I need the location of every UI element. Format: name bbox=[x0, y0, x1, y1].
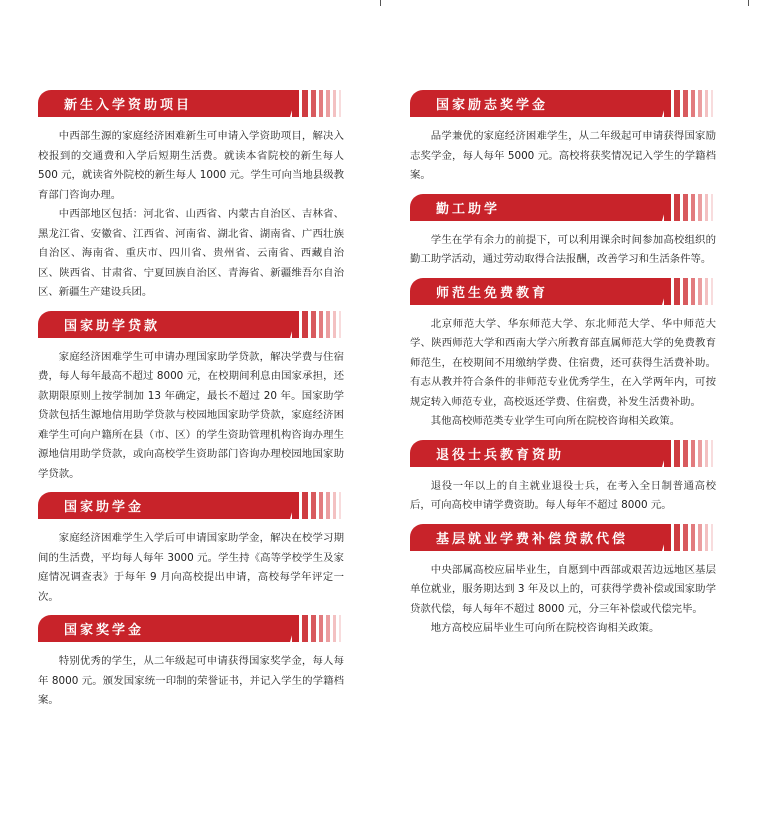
section-title: 国家助学金 bbox=[64, 500, 145, 515]
trim-mark-right bbox=[748, 0, 749, 6]
left-column bbox=[38, 90, 344, 711]
section-national-grant bbox=[38, 492, 344, 607]
header-band bbox=[410, 440, 662, 467]
section-header bbox=[410, 278, 716, 305]
section-header bbox=[38, 90, 344, 117]
section-header bbox=[410, 524, 716, 551]
header-band bbox=[38, 492, 290, 519]
section-title: 新生入学资助项目 bbox=[64, 98, 193, 113]
section-free-teacher-education bbox=[410, 278, 716, 432]
paragraph: 中央部属高校应届毕业生，自愿到中西部或艰苦边远地区基层单位就业，服务期达到 3 年及以上的，可获得学费补偿或国家助学贷款代偿，每人每年不超过 8000 元，分三年补偿或代偿完毕。 bbox=[410, 563, 716, 615]
paragraph: 特别优秀的学生，从二年级起可申请获得国家奖学金，每人每年 8000 元。颁发国家统一印制的荣誉证书，并记入学生的学籍档案。 bbox=[38, 655, 344, 706]
section-title: 国家助学贷款 bbox=[64, 318, 161, 334]
header-band bbox=[38, 311, 290, 338]
section-title: 基层就业学费补偿贷款代偿 bbox=[436, 531, 629, 547]
section-work-study bbox=[410, 194, 716, 270]
section-header bbox=[410, 194, 716, 221]
section-grassroots-compensation bbox=[410, 524, 716, 639]
section-title: 师范生免费教育 bbox=[436, 285, 549, 301]
header-band bbox=[410, 278, 662, 305]
section-title: 退役士兵教育资助 bbox=[436, 447, 565, 463]
paragraph: 中西部生源的家庭经济困难新生可申请入学资助项目，解决入校报到的交通费和入学后短期生活费。就读本省院校的新生每人 500 元，就读省外院校的新生每人 1000 元。学生可向当地县级教育部门咨询办理。 bbox=[38, 130, 344, 201]
section-header bbox=[410, 440, 716, 467]
section-freshman-aid bbox=[38, 90, 344, 303]
section-title: 国家奖学金 bbox=[64, 623, 145, 638]
paragraph: 地方高校应届毕业生可向所在院校咨询相关政策。 bbox=[430, 622, 660, 634]
paragraph: 学生在学有余力的前提下，可以利用课余时间参加高校组织的勤工助学活动，通过劳动取得合法报酬，改善学习和生活条件等。 bbox=[410, 233, 716, 265]
section-header bbox=[38, 492, 344, 519]
header-band bbox=[410, 90, 662, 117]
section-student-loan bbox=[38, 311, 344, 485]
section-header bbox=[410, 90, 716, 117]
paragraph: 家庭经济困难学生可申请办理国家助学贷款，解决学费与住宿费，每人每年最高不超过 8000 元，在校期间利息由国家承担，还款期限原则上按学制加 13 年确定，最长不超过 20 年。国家助学贷款包括生源地信用助学贷款与校园地国家助学贷款，家庭经济困难学生可向户籍所在县（市、区）的学生资助管理机构咨询办理生源地信用助学贷款，或向高校学生资助部门咨询办理校园地国家助学贷款。 bbox=[38, 350, 344, 480]
section-national-scholarship bbox=[38, 615, 344, 711]
paragraph: 家庭经济困难学生入学后可申请国家助学金，解决在校学习期间的生活费，平均每人每年 3000 元。学生持《高等学校学生及家庭情况调查表》于每年 9 月向高校提出申请，高校每学年评定一次。 bbox=[38, 532, 344, 603]
header-band bbox=[38, 615, 290, 642]
section-encouragement-scholarship bbox=[410, 90, 716, 186]
paragraph: 退役一年以上的自主就业退役士兵，在考入全日制普通高校后，可向高校申请学费资助。每人每年不超过 8000 元。 bbox=[410, 479, 716, 511]
section-header bbox=[38, 615, 344, 642]
paragraph: 其他高校师范类专业学生可向所在院校咨询相关政策。 bbox=[430, 415, 681, 427]
header-band bbox=[38, 90, 290, 117]
header-band bbox=[410, 524, 662, 551]
paragraph: 北京师范大学、华东师范大学、东北师范大学、华中师范大学、陕西师范大学和西南大学六所教育部直属师范大学的免费教育师范生，在校期间不用缴纳学费、住宿费，还可获得生活费补助。有志从教并符合条件的非师范专业优秀学生，在入学两年内，可按规定转入师范专业，高校返还学费、住宿费，补发生活费补助。 bbox=[410, 317, 716, 408]
trim-mark-left bbox=[380, 0, 381, 6]
paragraph: 品学兼优的家庭经济困难学生，从二年级起可申请获得国家励志奖学金，每人每年 5000 元。高校将获奖情况记入学生的学籍档案。 bbox=[410, 130, 716, 181]
paragraph: 中西部地区包括：河北省、山西省、内蒙古自治区、吉林省、黑龙江省、安徽省、江西省、河南省、湖北省、湖南省、广西壮族自治区、海南省、重庆市、四川省、贵州省、云南省、西藏自治区、陕西省、甘肃省、宁夏回族自治区、青海省、新疆维吾尔自治区、新疆生产建设兵团。 bbox=[38, 208, 344, 298]
right-column bbox=[410, 90, 716, 639]
section-title: 勤工助学 bbox=[436, 201, 501, 217]
header-band bbox=[410, 194, 662, 221]
section-header bbox=[38, 311, 344, 338]
section-title: 国家励志奖学金 bbox=[436, 98, 549, 113]
section-veteran-aid bbox=[410, 440, 716, 516]
